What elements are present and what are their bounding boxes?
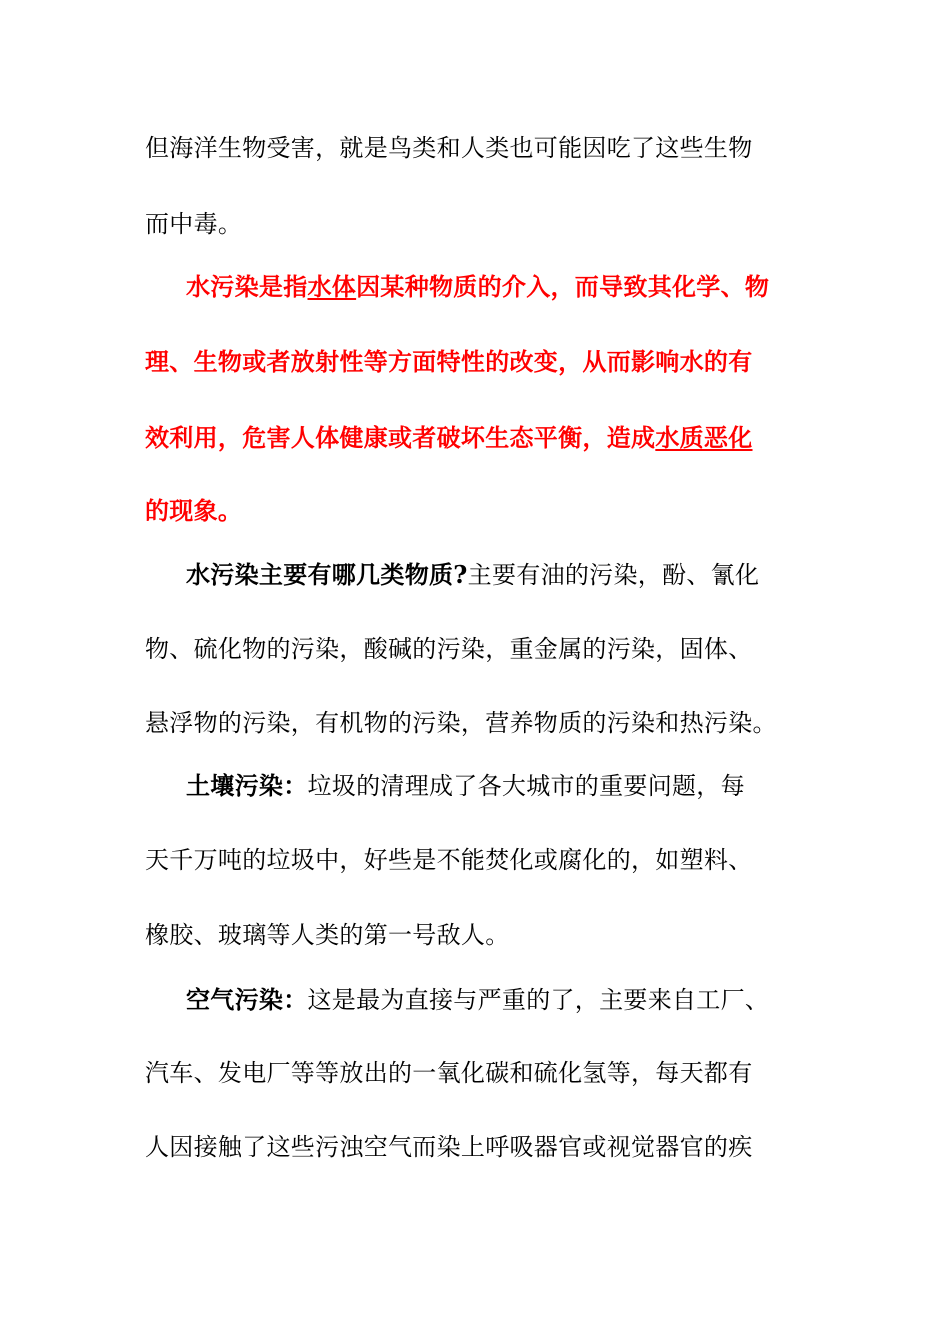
water-quality-link[interactable]: 水质恶化 (655, 423, 753, 452)
para2-text-a: 水污染是指 (186, 272, 308, 301)
para3-heading: 水污染主要有哪几类物质? (186, 560, 468, 589)
para3-line2: 物、硫化物的污染，酸碱的污染，重金属的污染，固体、 (145, 635, 753, 663)
para4-text: 垃圾的清理成了各大城市的重要问题，每 (307, 772, 745, 800)
para2-line1 (186, 270, 769, 304)
para1-line1: 但海洋生物受害，就是鸟类和人类也可能因吃了这些生物 (145, 134, 753, 162)
para2-line3 (145, 421, 753, 455)
para4-line2: 天千万吨的垃圾中，好些是不能焚化或腐化的，如塑料、 (145, 846, 753, 874)
water-body-link[interactable]: 水体 (307, 272, 357, 301)
para3-text: 主要有油的污染，酚、氰化 (467, 561, 760, 589)
para5-line1 (186, 983, 769, 1017)
para4-heading: 土壤污染： (186, 771, 308, 800)
para2-line2: 理、生物或者放射性等方面特性的改变，从而影响水的有 (145, 347, 753, 376)
para4-line1 (186, 769, 745, 803)
para1-line2: 而中毒。 (145, 210, 243, 238)
para3-line1 (186, 558, 759, 592)
para3-line3: 悬浮物的污染，有机物的污染，营养物质的污染和热污染。 (145, 709, 777, 737)
para5-heading: 空气污染： (186, 985, 308, 1014)
para2-text-c: 效利用，危害人体健康或者破坏生态平衡，造成 (145, 423, 656, 452)
para5-line3: 人因接触了这些污浊空气而染上呼吸器官或视觉器官的疾 (145, 1133, 753, 1161)
para5-line2: 汽车、发电厂等等放出的一氧化碳和硫化氢等，每天都有 (145, 1059, 753, 1087)
para5-text: 这是最为直接与严重的了，主要来自工厂、 (307, 986, 770, 1014)
para4-line3: 橡胶、玻璃等人类的第一号敌人。 (145, 921, 510, 949)
para2-text-b: 因某种物质的介入，而导致其化学、物 (356, 272, 770, 301)
para2-line4: 的现象。 (145, 496, 243, 525)
